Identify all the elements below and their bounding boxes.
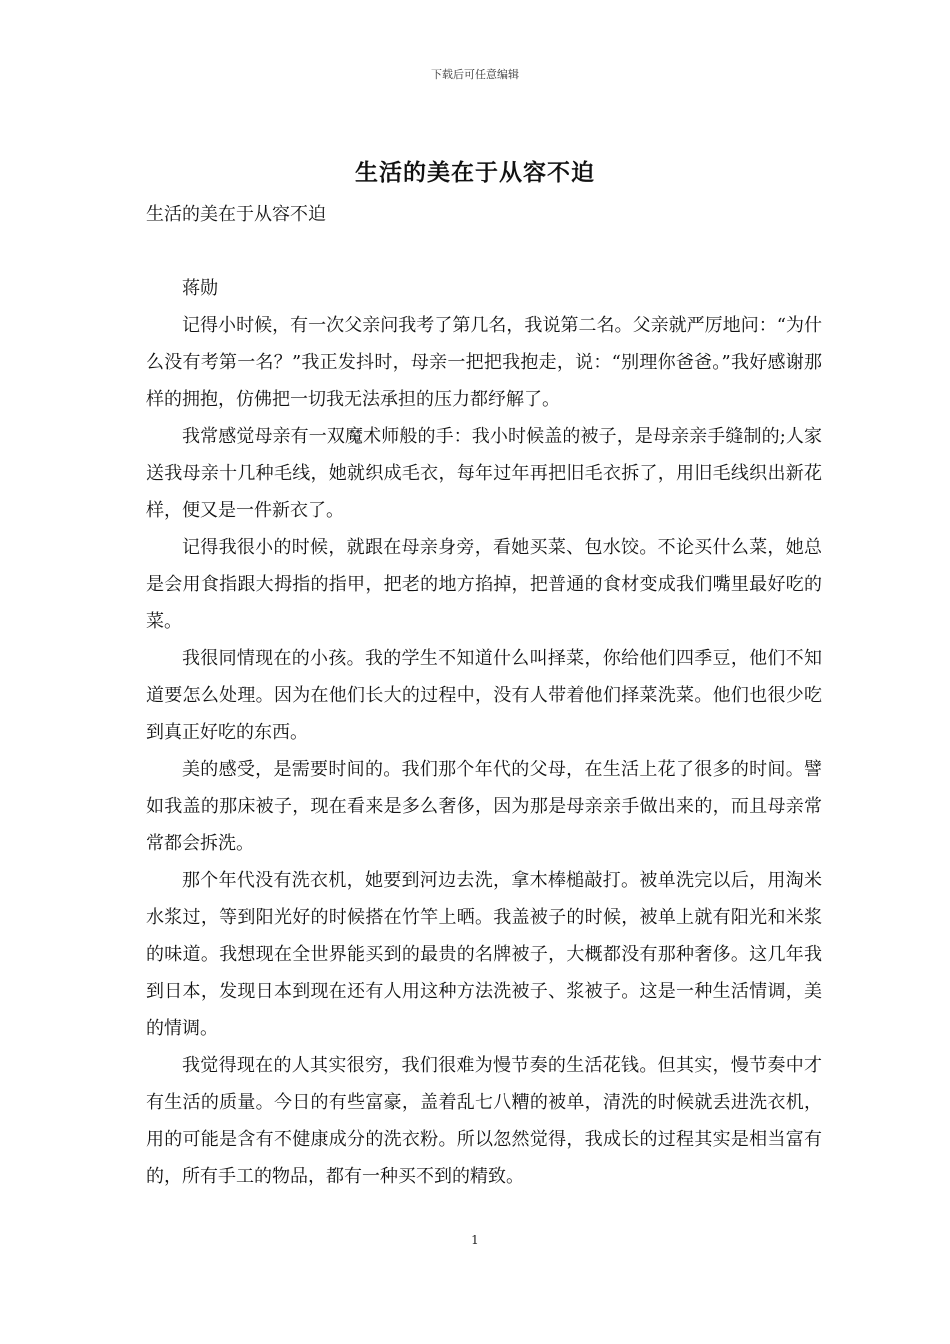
page-title: 生活的美在于从容不迫 xyxy=(355,159,595,186)
paragraph: 我很同情现在的小孩。我的学生不知道什么叫择菜，你给他们四季豆，他们不知道要怎么处理。因为在他们长大的过程中，没有人带着他们择菜洗菜。他们也很少吃到真正好吃的东西。 xyxy=(146,648,822,743)
paragraph: 我觉得现在的人其实很穷，我们很难为慢节奏的生活花钱。但其实，慢节奏中才有生活的质量。今日的有些富豪，盖着乱七八糟的被单，清洗的时候就丢进洗衣机，用的可能是含有不健康成分的洗衣粉。所以忽然觉得，我成长的过程其实是相当富有的，所有手工的物品，都有一种买不到的精致。 xyxy=(146,1055,822,1187)
header-note: 下载后可任意编辑 xyxy=(431,68,519,81)
blank-line xyxy=(146,233,822,270)
article-subtitle: 生活的美在于从容不迫 xyxy=(146,204,326,225)
article-author: 蒋勋 xyxy=(182,278,218,299)
article-body xyxy=(146,196,822,1195)
paragraph: 我常感觉母亲有一双魔术师般的手：我小时候盖的被子，是母亲亲手缝制的;人家送我母亲十几种毛线，她就织成毛衣，每年过年再把旧毛衣拆了，用旧毛线织出新花样，便又是一件新衣了。 xyxy=(146,426,822,521)
paragraph: 记得小时候，有一次父亲问我考了第几名，我说第二名。父亲就严厉地问：“为什么没有考第一名？”我正发抖时，母亲一把把我抱走，说：“别理你爸爸。”我好感谢那样的拥抱，仿佛把一切我无法承担的压力都纾解了。 xyxy=(146,315,822,410)
paragraph: 记得我很小的时候，就跟在母亲身旁，看她买菜、包水饺。不论买什么菜，她总是会用食指跟大拇指的指甲，把老的地方掐掉，把普通的食材变成我们嘴里最好吃的菜。 xyxy=(146,537,822,632)
paragraph: 那个年代没有洗衣机，她要到河边去洗，拿木棒槌敲打。被单洗完以后，用淘米水浆过，等到阳光好的时候搭在竹竿上晒。我盖被子的时候，被单上就有阳光和米浆的味道。我想现在全世界能买到的最贵的名牌被子，大概都没有那种奢侈。这几年我到日本，发现日本到现在还有人用这种方法洗被子、浆被子。这是一种生活情调，美的情调。 xyxy=(146,870,822,1039)
paragraph: 美的感受，是需要时间的。我们那个年代的父母，在生活上花了很多的时间。譬如我盖的那床被子，现在看来是多么奢侈，因为那是母亲亲手做出来的，而且母亲常常都会拆洗。 xyxy=(146,759,822,854)
page-number: 1 xyxy=(471,1233,479,1247)
